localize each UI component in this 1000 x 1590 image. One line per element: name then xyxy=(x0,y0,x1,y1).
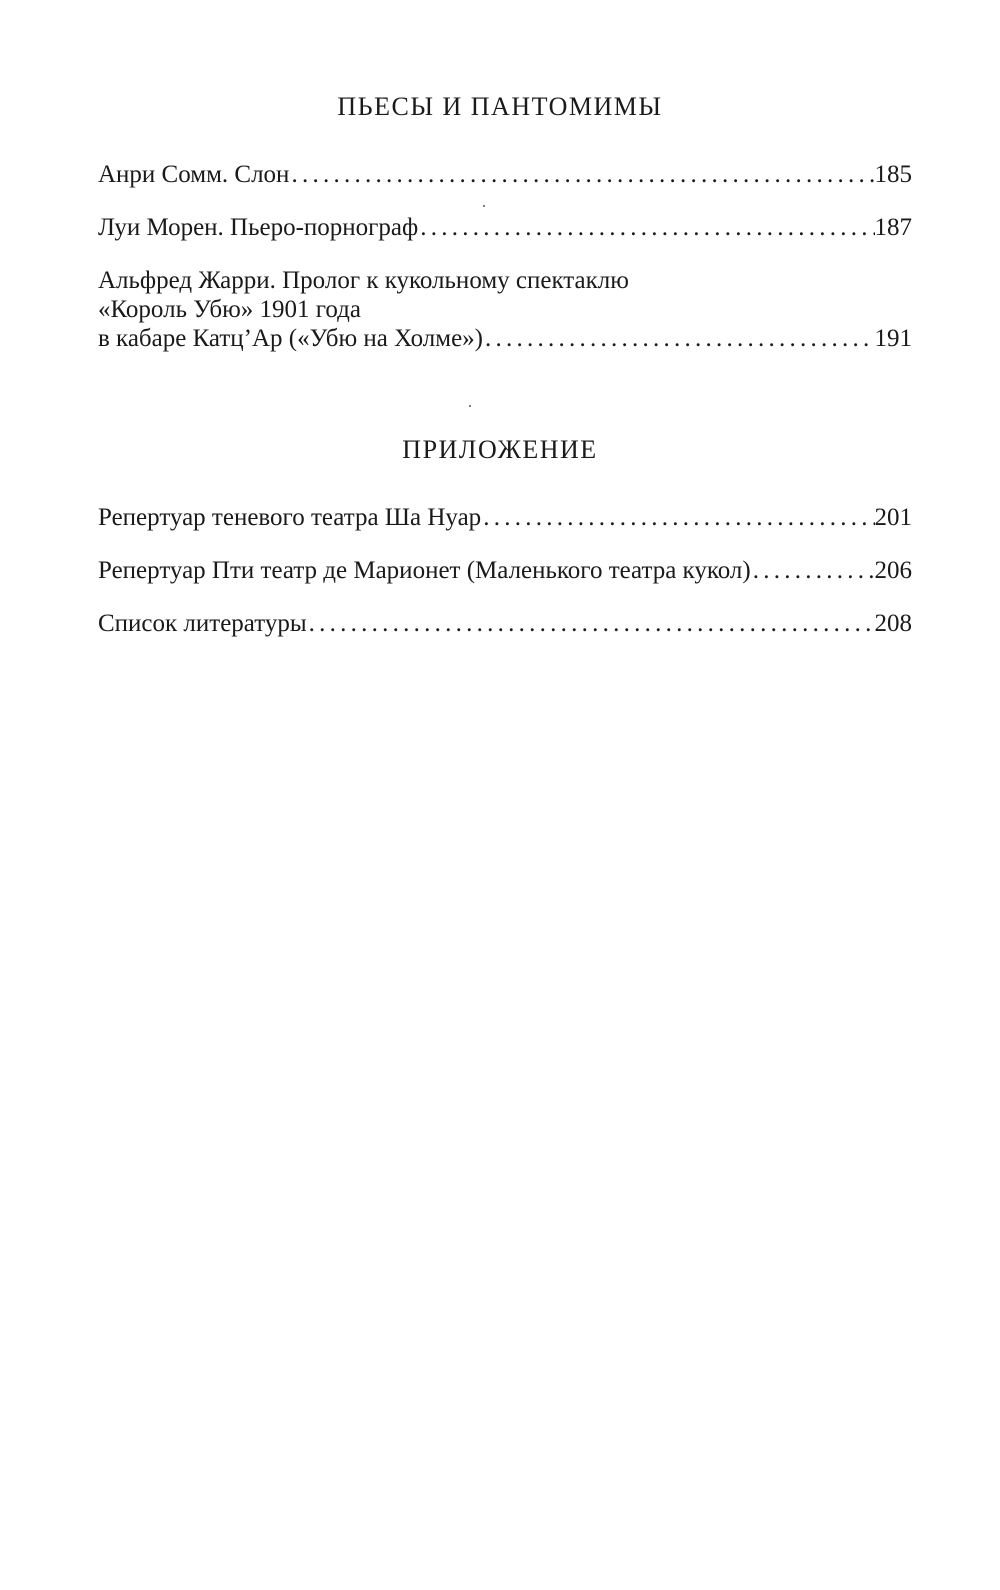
toc-list-appendix xyxy=(98,503,912,638)
toc-entry[interactable] xyxy=(98,503,912,532)
toc-list-plays xyxy=(98,160,912,353)
toc-page-number: 187 xyxy=(874,214,912,241)
toc-page-number: 185 xyxy=(874,161,912,188)
toc-page-number: 201 xyxy=(874,504,912,531)
dot-leader xyxy=(483,324,875,353)
dot-leader xyxy=(307,609,875,638)
section-heading-appendix: ПРИЛОЖЕНИЕ xyxy=(402,435,598,464)
toc-entry[interactable] xyxy=(98,556,912,585)
toc-page-number: 191 xyxy=(874,325,912,352)
dot-leader xyxy=(751,556,875,585)
toc-entry-title: Репертуар Пти театр де Марионет (Маленького театра кукол) xyxy=(98,557,751,584)
scan-speck xyxy=(469,405,471,407)
section-heading-plays: ПЬЕСЫ И ПАНТОМИМЫ xyxy=(337,92,663,121)
toc-entry[interactable] xyxy=(98,213,912,242)
scan-speck xyxy=(483,205,485,207)
toc-page-number: 208 xyxy=(874,610,912,637)
toc-entry-title: Луи Морен. Пьеро-порнограф xyxy=(98,214,419,241)
toc-entry[interactable] xyxy=(98,266,912,353)
dot-leader xyxy=(418,213,874,242)
toc-entry-title-line: в кабаре Катц’Ар («Убю на Холме») xyxy=(98,325,483,352)
toc-entry[interactable] xyxy=(98,160,912,189)
dot-leader xyxy=(481,503,874,532)
dot-leader xyxy=(289,160,874,189)
toc-entry-title-line: «Король Убю» 1901 года xyxy=(98,296,361,323)
toc-entry-title: Репертуар теневого театра Ша Нуар xyxy=(98,504,482,531)
toc-entry-title-line: Альфред Жарри. Пролог к кукольному спектаклю xyxy=(98,267,629,294)
toc-entry[interactable] xyxy=(98,609,912,638)
toc-entry-title: Анри Сомм. Слон xyxy=(98,161,290,188)
toc-page-number: 206 xyxy=(874,557,912,584)
toc-entry-title: Список литературы xyxy=(98,610,307,637)
